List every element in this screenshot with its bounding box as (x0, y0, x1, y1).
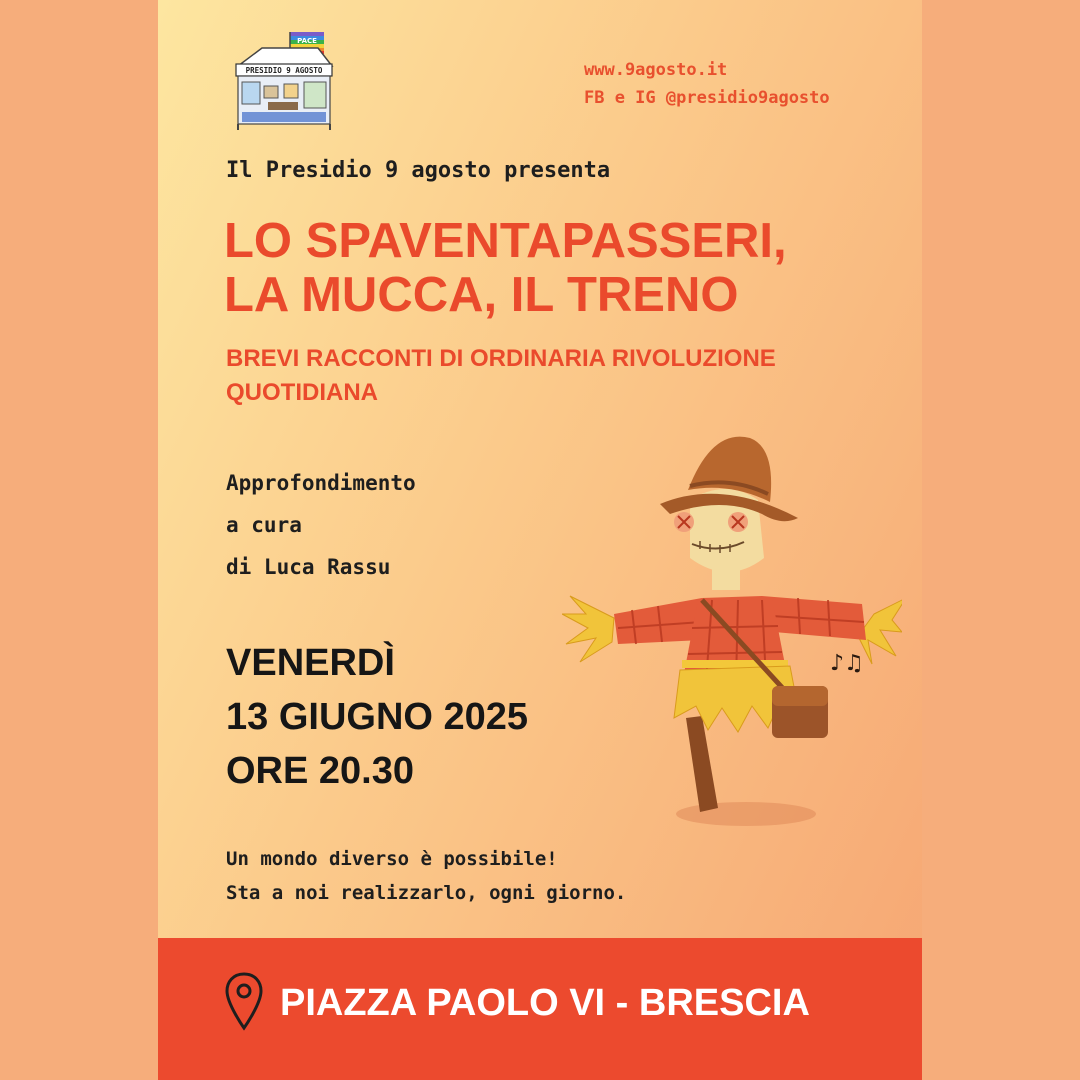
website-link[interactable]: www.9agosto.it (584, 60, 728, 80)
curator-line-3: di Luca Rassu (226, 555, 391, 579)
scarecrow-illustration (562, 418, 902, 838)
svg-text:PACE: PACE (297, 37, 317, 45)
title-line-1: LO SPAVENTAPASSERI, (224, 214, 787, 268)
motto-line-1: Un mondo diverso è possibile! (226, 848, 558, 870)
motto (226, 842, 626, 910)
event-day: VENERDÌ (226, 642, 395, 684)
event-date: 13 GIUGNO 2025 (226, 696, 529, 738)
curator-info (226, 462, 416, 588)
curator-line-2: a cura (226, 513, 302, 537)
social-handle[interactable]: FB e IG @presidio9agosto (584, 88, 830, 108)
map-pin-icon (224, 972, 264, 1032)
title-line-2: LA MUCCA, IL TRENO (224, 268, 739, 322)
svg-text:PRESIDIO 9 AGOSTO: PRESIDIO 9 AGOSTO (245, 66, 323, 75)
curator-line-1: Approfondimento (226, 471, 416, 495)
event-subtitle (226, 342, 776, 410)
svg-text:♪♫: ♪♫ (830, 651, 864, 676)
contact-info (584, 56, 830, 112)
event-title (224, 214, 787, 322)
presidio-stall-logo (228, 28, 338, 133)
subtitle-line-1: BREVI RACCONTI DI ORDINARIA RIVOLUZIONE (226, 345, 776, 372)
intro-text: Il Presidio 9 agosto presenta (226, 158, 611, 183)
poster (158, 0, 922, 1080)
event-datetime (226, 636, 528, 798)
motto-line-2: Sta a noi realizzarlo, ogni giorno. (226, 882, 627, 904)
event-location: PIAZZA PAOLO VI - BRESCIA (280, 982, 810, 1024)
event-time: ORE 20.30 (226, 750, 414, 792)
location-bar (158, 938, 922, 1080)
subtitle-line-2: QUOTIDIANA (226, 379, 378, 406)
